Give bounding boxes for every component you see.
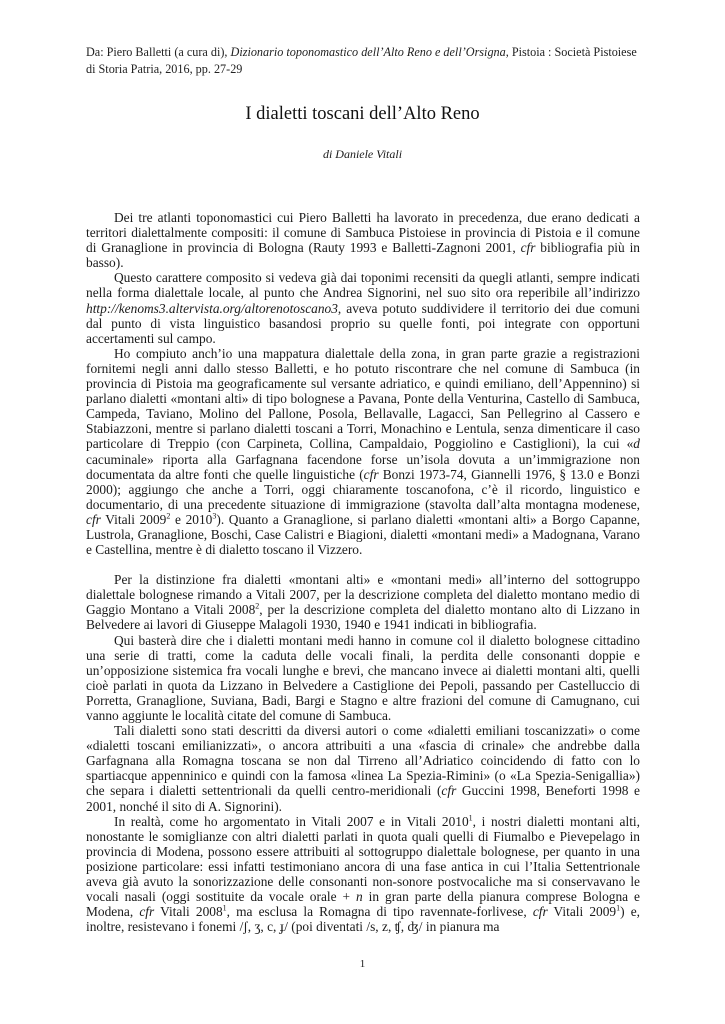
article-body: [86, 210, 640, 934]
paragraph: Ho compiuto anch’io una mappatura dialettale della zona, in gran parte grazie a registrazioni fornitemi negli anni dallo stesso Balletti, e ho potuto riscontrare che nel comune di Sambuca (in provincia di Pistoia ma geograficamente sul versante adriatico, e quindi emiliano, dell’Appennino) si parlano dialetti «montani alti» di tipo bolognese a Pavana, Ponte della Venturina, Castello di Sambuca, Campeda, Taviano, Molino del Pallone, Posola, Bellavalle, Lagacci, San Pellegrino al Cassero e Stabiazzoni, mentre si parlano dialetti toscani a Torri, Monachino e Lentula, senza dimenticare il caso particolare di Treppio (con Carpineta, Collina, Campaldaio, Poggiolino e Castiglioni), la cui «d cacuminale» riporta alla Garfagnana facendone forse un’isola dovuta a un’immigrazione non documentata da altre fonti che quelle linguistiche (cfr Bonzi 1973-74, Giannelli 1976, § 13.0 e Bonzi 2000); aggiungo che anche a Torri, oggi chiaramente toscanofona, c’è il ricordo, linguistico e documentario, di una precedente situazione di immigrazione (stavolta dall’alta montagna modenese, cfr Vitali 2009$^2$ e 2010$^3$). Quanto a Granaglione, si parlano dialetti «montani alti» a Borgo Capanne, Lustrola, Granaglione, Boschi, Case Calistri e Biagioni, dialetti «montani medi» a Madognana, Varano e Castellina, mentre è di dialetto toscano il Vizzero.: [86, 345, 641, 558]
footnote-ref: 1: [616, 903, 621, 913]
page-number: 1: [359, 958, 366, 970]
citation-book-title: Dizionario toponomastico dell’Alto Reno e dell’Orsigna: [230, 45, 506, 59]
citation-suffix: , Pistoia : Società Pistoiese di Storia Patria, 2016, pp. 27-29: [86, 45, 637, 76]
paragraph: Questo carattere composito si vedeva già dai toponimi recensiti da quegli atlanti, sempre indicati nella forma dialettale locale, al punto che Andrea Signorini, nel suo sito ora reperibile all’indirizzo http://kenoms3.altervista.org/altorenotoscano3, aveva potuto suddividere il territorio dei due comuni dal punto di vista linguistico basandosi proprio su quelle fonti, poi integrate con opportuni accertamenti sul campo.: [86, 270, 640, 346]
paragraph: Dei tre atlanti toponomastici cui Piero Balletti ha lavorato in precedenza, due erano dedicati a territori dialettalmente compositi: il comune di Sambuca Pistoiese in provincia di Pistoia e il comune di Granaglione in provincia di Bologna (Rauty 1993 e Balletti-Zagnoni 2001, cfr bibliografia più in basso).: [86, 210, 640, 271]
footnote-ref: 1: [222, 903, 227, 913]
site-url-link[interactable]: http://kenoms3.altervista.org/altorenotoscano3: [86, 300, 338, 316]
footnote-ref: 2: [255, 601, 260, 611]
source-citation: [86, 44, 646, 78]
paragraph: Tali dialetti sono stati descritti da diversi autori o come «dialetti emiliani toscanizzati» o come «dialetti toscani emilianizzati», o ancora attribuiti a una «fascia di crinale» che andrebbe dalla Garfagnana alla Romagna toscana se non dal Tirreno all’Adriatico coincidendo di fatto con lo spartiacque appenninico e quindi con la famosa «linea La Spezia-Rimini» (o «La Spezia-Senigallia») che separa i dialetti settentrionali da quelli centro-meridionali (cfr Guccini 1998, Beneforti 1998 e 2001, nonché il sito di A. Signorini).: [86, 723, 640, 814]
footnote-ref: 1: [468, 813, 473, 823]
citation-prefix: Da: Piero Balletti (a cura di),: [86, 45, 231, 59]
article-author: di Daniele Vitali: [322, 147, 403, 161]
paragraph: In realtà, come ho argomentato in Vitali 2007 e in Vitali 2010$^1$, i nostri dialetti montani alti, nonostante le somiglianze con altri dialetti parlati in quota quali quelli di Fiumalbo e Pievepelago in provincia di Modena, possono essere attribuiti al sottogruppo dialettale bolognese, per quanto in una posizione particolare: essi infatti testimoniano ancora di una fase antica in cui l’Italia Settentrionale aveva già avuto la sonorizzazione delle consonanti non-sonore postvocaliche ma si conservavano le vocali nasali (oggi sostituite da vocale orale + n in gran parte della pianura comprese Bologna e Modena, cfr Vitali 2008$^1$, ma esclusa la Romagna di tipo ravennate-forlivese, cfr Vitali 2009$^1$) e, inoltre, resistevano i fonemi /ʃ, ʒ, c, ɟ/ (poi diventati /s, z, ʧ, ʤ/ in pianura ma: [86, 813, 640, 935]
footnote-ref: 3: [212, 511, 217, 521]
paragraph: Per la distinzione fra dialetti «montani alti» e «montani medi» all’interno del sottogruppo dialettale bolognese rimando a Vitali 2007, per la descrizione completa del dialetto montano medio di Gaggio Montano a Vitali 2008$^2$, per la descrizione completa del dialetto montano alto di Lizzano in Belvedere ai lavori di Giuseppe Malagoli 1930, 1940 e 1941 indicati in bibliografia.: [86, 572, 640, 633]
article-title: I dialetti toscani dell’Alto Reno: [245, 104, 480, 124]
paragraph: Qui basterà dire che i dialetti montani medi hanno in comune col il dialetto bolognese cittadino una serie di tratti, come la caduta delle vocali finali, la perdita delle consonanti doppie e un’opposizione sistemica fra vocali lunghe e brevi, che mancano invece ai dialetti montani alti, quelli cioè parlati in quota da Lizzano in Belvedere a Castiglione dei Pepoli, passando per Castelluccio di Porretta, Granaglione, Suviana, Badi, Bargi e Stagno e altre frazioni del comune di Camugnano, cui vanno aggiunte le località citate del comune di Sambuca.: [86, 632, 640, 723]
footnote-ref: 2: [166, 511, 171, 521]
